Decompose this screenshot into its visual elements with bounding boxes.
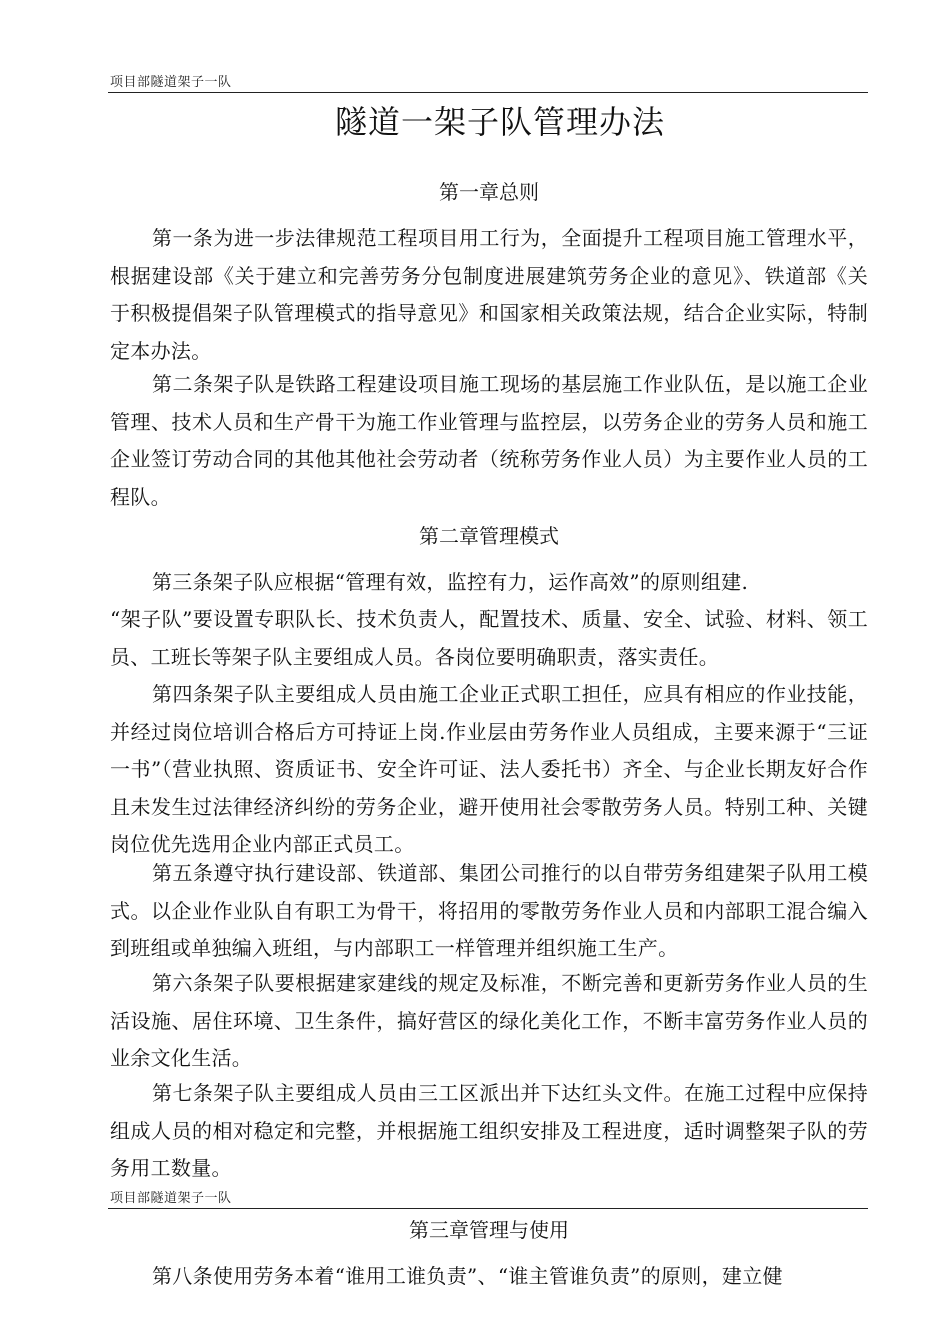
- running-head-page-2: 项目部隧道架子一队: [110, 1191, 232, 1206]
- article-3: 第三条架子队应根据“管理有效，监控有力，运作高效”的原则组建.: [152, 570, 749, 594]
- header-rule-page-2: [108, 1208, 868, 1209]
- article-1: 第一条为进一步法律规范工程项目用工行为，全面提升工程项目施工管理水平，根据建设部《关于建立和完善劳务分包制度进展建筑劳务企业的意见》、铁道部《关于积极提倡架子队管理模式的指导意见》和国家相关政策法规，结合企业实际，特制定本办法。: [110, 226, 868, 363]
- chapter-heading-2: 第二章管理模式: [419, 524, 559, 548]
- article-3-continuation: “架子队”要设置专职队长、技术负责人，配置技术、质量、安全、试验、材料、领工员、工班长等架子队主要组成人员。各岗位要明确职责，落实责任。: [110, 607, 868, 669]
- article-2: 第二条架子队是铁路工程建设项目施工现场的基层施工作业队伍，是以施工企业管理、技术人员和生产骨干为施工作业管理与监控层，以劳务企业的劳务人员和施工企业签订劳动合同的其他其他社会劳动者（统称劳务作业人员）为主要作业人员的工程队。: [110, 372, 868, 509]
- article-8: 第八条使用劳务本着“谁用工谁负责”、“谁主管谁负责”的原则，建立健: [152, 1264, 783, 1288]
- chapter-heading-1: 第一章总则: [439, 180, 539, 204]
- article-5: 第五条遵守执行建设部、铁道部、集团公司推行的以自带劳务组建架子队用工模式。以企业作业队自有职工为骨干，将招用的零散劳务作业人员和内部职工混合编入到班组或单独编入班组，与内部职工一样管理并组织施工生产。: [110, 861, 868, 960]
- document-title: 隧道一架子队管理办法: [334, 103, 665, 141]
- chapter-heading-3: 第三章管理与使用: [409, 1218, 569, 1242]
- header-rule-top: [108, 92, 868, 93]
- article-4: 第四条架子队主要组成人员由施工企业正式职工担任，应具有相应的作业技能，并经过岗位培训合格后方可持证上岗.作业层由劳务作业人员组成，主要来源于“三证一书”（营业执照、资质证书、安全许可证、法人委托书）齐全、与企业长期友好合作且未发生过法律经济纠纷的劳务企业，避开使用社会零散劳务人员。特别工种、关键岗位优先选用企业内部正式员工。: [110, 682, 868, 856]
- article-7: 第七条架子队主要组成人员由三工区派出并下达红头文件。在施工过程中应保持组成人员的相对稳定和完整，并根据施工组织安排及工程进度，适时调整架子队的劳务用工数量。: [110, 1081, 868, 1180]
- article-6: 第六条架子队要根据建家建线的规定及标准，不断完善和更新劳务作业人员的生活设施、居住环境、卫生条件，搞好营区的绿化美化工作，不断丰富劳务作业人员的业余文化生活。: [110, 971, 868, 1070]
- running-head-top: 项目部隧道架子一队: [110, 75, 232, 90]
